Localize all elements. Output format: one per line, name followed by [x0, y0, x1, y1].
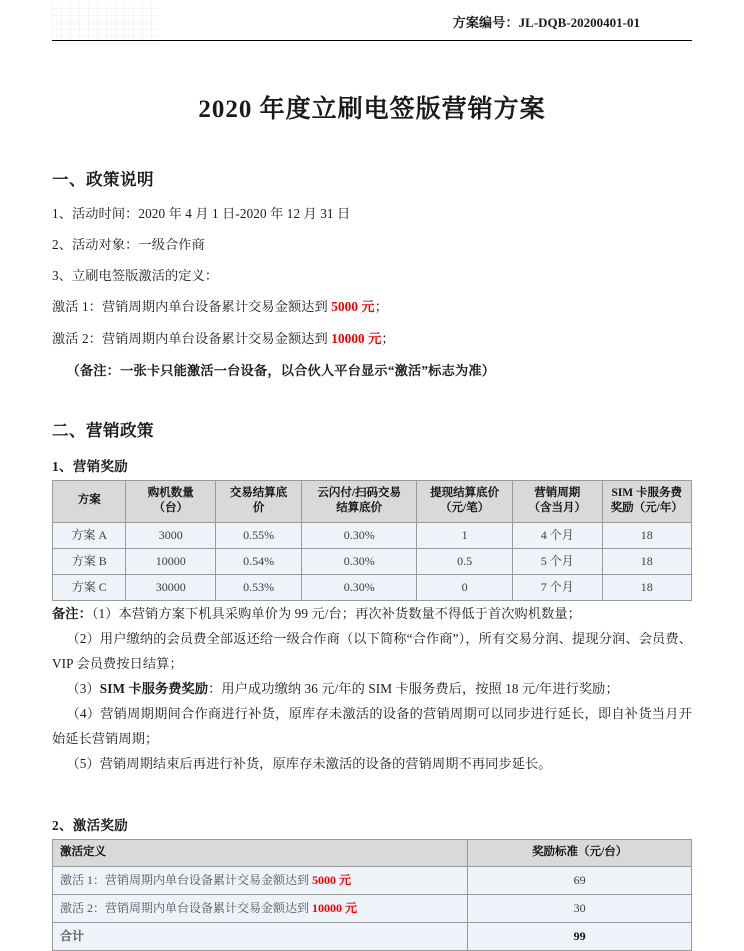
cell-plan: 方案 A	[53, 522, 126, 548]
col-header-sim-line2: 奖励（元/年）	[610, 502, 683, 515]
col-header-quantity-line2: （台）	[153, 502, 188, 515]
activation-definition-2	[52, 329, 692, 349]
col-header-plan	[53, 480, 126, 522]
note-3-rest: ：用户成功缴纳 36 元/年的 SIM 卡服务费后，按照 18 元/年进行奖励；	[208, 680, 619, 696]
table-row	[53, 866, 692, 894]
cell-withdraw-price: 1	[417, 522, 513, 548]
note-item-3	[52, 676, 692, 701]
col-header-activation-definition: 激活定义	[53, 840, 468, 867]
page-title: 2020 年度立刷电签版营销方案	[198, 96, 546, 123]
activation-1-amount: 5000 元	[331, 299, 375, 315]
cell-withdraw-price: 0.5	[417, 548, 513, 574]
watermark-icon	[52, 2, 160, 44]
col-header-plan-line1: 方案	[77, 494, 101, 507]
note-item-5: （5）营销周期结束后再进行补货，原库存未激活的设备的营销周期不再同步延长。	[66, 756, 552, 772]
cell-txn-price: 0.55%	[215, 522, 301, 548]
cell-unionpay-price: 0.30%	[302, 548, 417, 574]
col-header-txn-line1: 交易结算底	[229, 486, 288, 499]
cell-quantity: 10000	[126, 548, 215, 574]
activation-2-prefix: 激活 2：营销周期内单台设备累计交易金额达到	[52, 330, 332, 346]
section-heading-marketing: 二、营销政策	[52, 420, 154, 440]
cell-reward-value: 69	[468, 866, 692, 894]
note-item-1	[52, 601, 692, 626]
activation-reward-table	[52, 839, 692, 951]
activation-reward-table-wrapper	[52, 839, 692, 951]
col-header-marketing-period	[513, 480, 602, 522]
note-3-bold-term: SIM 卡服务费奖励	[99, 680, 209, 696]
activation-definition-1	[52, 297, 692, 317]
table-row	[53, 574, 692, 600]
col-header-quantity	[126, 480, 215, 522]
cell-sim-reward: 18	[602, 522, 692, 548]
policy-item-1: 1、活动时间：2020 年 4 月 1 日-2020 年 12 月 31 日	[52, 206, 351, 222]
note-item-4: （4）营销周期期间合作商进行补货，原库存未激活的设备的营销周期可以同步进行延长，即自补货当月开始延长营销周期；	[52, 705, 692, 746]
col-header-withdraw-line2: （元/笔）	[440, 502, 490, 515]
col-header-unionpay-line2: 结算底价	[336, 502, 383, 515]
col-header-period-line2: （含当月）	[528, 502, 587, 515]
policy-item-2: 2、活动对象：一级合作商	[52, 237, 205, 253]
note-1-text: （1）本营销方案下机具采购单价为 99 元/台；再次补货数量不得低于首次购机数量；	[91, 605, 581, 621]
cell-plan: 方案 B	[53, 548, 126, 574]
cell-quantity: 30000	[126, 574, 215, 600]
cell-sim-reward: 18	[602, 574, 692, 600]
marketing-reward-table-wrapper	[52, 480, 692, 601]
subsection-heading-marketing-reward: 1、营销奖励	[52, 458, 129, 474]
activation-row-1-prefix: 激活 1：营销周期内单台设备累计交易金额达到	[60, 873, 313, 888]
notes-label: 备注：	[52, 605, 92, 621]
subsection-heading-activation-reward: 2、激活奖励	[52, 818, 129, 834]
col-header-unionpay-line1: 云闪付/扫码交易	[317, 486, 402, 499]
col-header-reward-standard: 奖励标准（元/台）	[468, 840, 692, 867]
table-row	[53, 522, 692, 548]
cell-total-value: 99	[468, 922, 692, 950]
cell-unionpay-price: 0.30%	[302, 574, 417, 600]
col-header-sim-fee-reward	[602, 480, 692, 522]
cell-plan: 方案 C	[53, 574, 126, 600]
activation-2-amount: 10000 元	[331, 330, 382, 346]
policy-item-3: 3、立刷电签版激活的定义：	[52, 268, 219, 284]
cell-quantity: 3000	[126, 522, 215, 548]
col-header-withdraw-line1: 提现结算底价	[430, 486, 500, 499]
marketing-reward-table	[52, 480, 692, 601]
cell-reward-value: 30	[468, 894, 692, 922]
table-header-row	[53, 480, 692, 522]
activation-1-suffix: ；	[374, 299, 389, 315]
activation-2-suffix: ；	[381, 330, 395, 346]
col-header-unionpay-qr-price	[302, 480, 417, 522]
cell-period: 7 个月	[513, 574, 602, 600]
activation-row-2-prefix: 激活 2：营销周期内单台设备累计交易金额达到	[60, 901, 313, 916]
cell-period: 4 个月	[513, 522, 602, 548]
cell-withdraw-price: 0	[417, 574, 513, 600]
table-row	[53, 894, 692, 922]
col-header-txn-line2: 价	[252, 502, 265, 515]
document-number-label: 方案编号：	[452, 15, 519, 30]
document-number	[453, 12, 640, 31]
activation-1-prefix: 激活 1：营销周期内单台设备累计交易金额达到	[52, 299, 332, 315]
table-row	[53, 548, 692, 574]
activation-row-2-amount: 10000 元	[312, 901, 358, 916]
col-header-quantity-line1: 购机数量	[147, 486, 194, 499]
cell-activation-definition	[53, 866, 468, 894]
cell-txn-price: 0.54%	[215, 548, 301, 574]
col-header-sim-line1: SIM 卡服务费	[611, 486, 683, 499]
section-spacer	[52, 776, 692, 802]
cell-sim-reward: 18	[602, 548, 692, 574]
col-header-period-line1: 营销周期	[534, 486, 581, 499]
cell-period: 5 个月	[513, 548, 602, 574]
col-header-txn-settlement-price	[215, 480, 301, 522]
cell-txn-price: 0.53%	[215, 574, 301, 600]
section-heading-policy: 一、政策说明	[52, 170, 154, 190]
cell-unionpay-price: 0.30%	[302, 522, 417, 548]
activation-remark: （备注：一张卡只能激活一台设备，以合伙人平台显示“激活”标志为准）	[66, 362, 496, 378]
cell-activation-definition	[53, 894, 468, 922]
header-divider	[52, 40, 692, 41]
note-item-2: （2）用户缴纳的会员费全部返还给一级合作商（以下简称“合作商”），所有交易分润、提现分润、会员费、VIP 会员费按日结算；	[52, 630, 692, 671]
cell-total-label: 合计	[53, 922, 468, 950]
table-header-row	[53, 840, 692, 867]
document-number-value: JL-DQB-20200401-01	[518, 15, 640, 30]
col-header-withdraw-price	[417, 480, 513, 522]
activation-row-1-amount: 5000 元	[312, 873, 352, 888]
note-3-prefix: （3）	[66, 680, 100, 696]
document-header	[52, 0, 692, 78]
